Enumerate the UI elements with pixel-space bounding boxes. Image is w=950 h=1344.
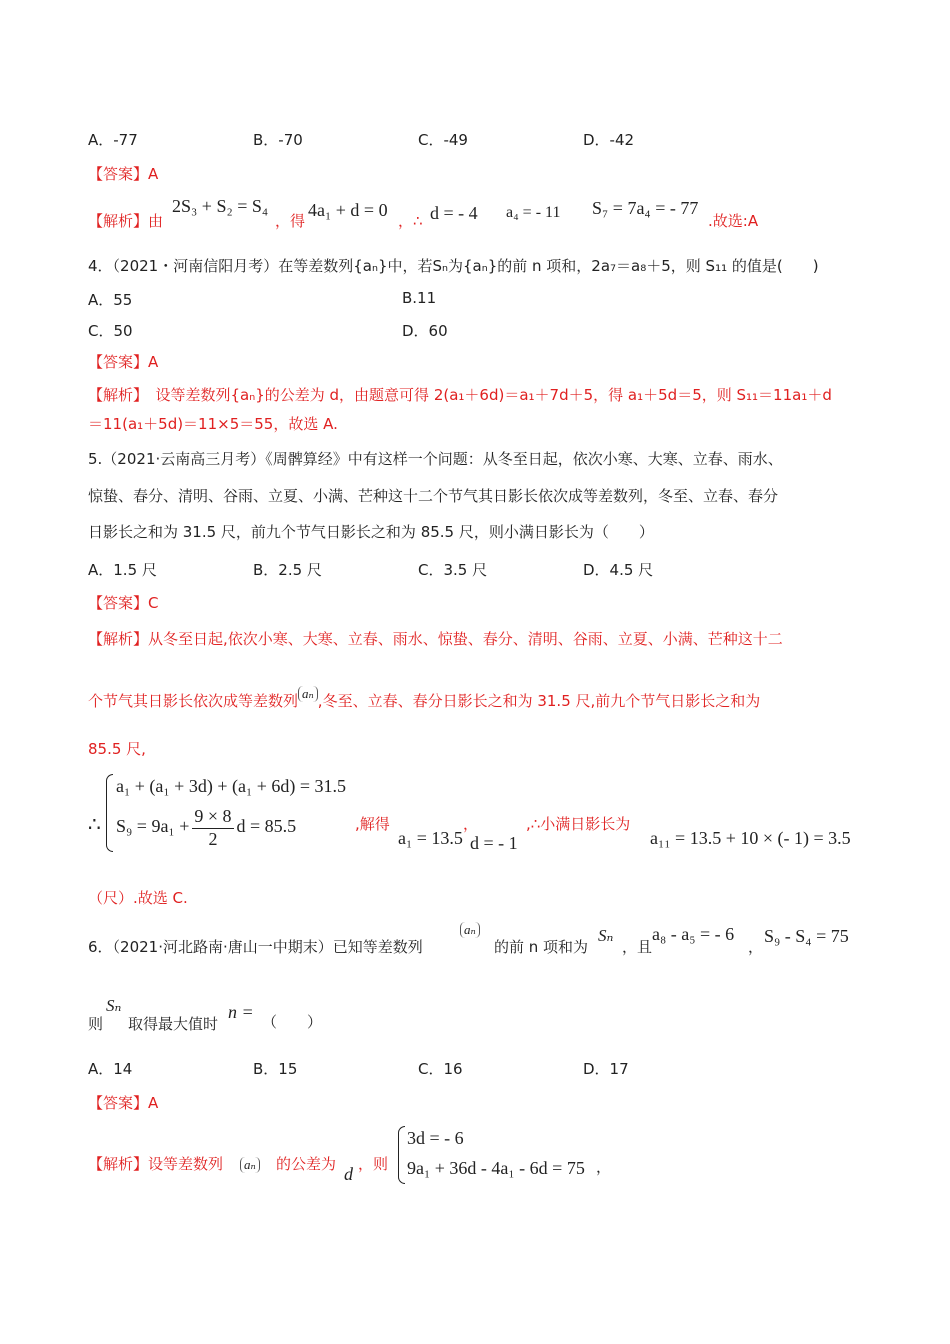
q6-condition1: a₈ - a₅ = - 6 — [652, 924, 735, 944]
sequence-set: aₙ — [240, 1157, 260, 1173]
q4-option-d: D．60 — [402, 322, 448, 340]
q3-option-a: A．-77 — [88, 131, 138, 149]
analysis-prefix: 由 — [148, 212, 164, 230]
q5-option-d: D．4.5 尺 — [583, 561, 654, 579]
q3-option-d: D．-42 — [583, 131, 635, 149]
q3-end: .故选:A — [708, 212, 759, 230]
comma: ， — [463, 815, 479, 833]
analysis-tag: 【解析】 — [88, 1155, 149, 1173]
fraction — [192, 806, 233, 850]
analysis-text: 个节气其日影长依次成等差数列 — [88, 692, 299, 710]
sequence-set: aₙ — [298, 686, 318, 702]
q3-eq3: d = - 4 — [430, 203, 478, 223]
answer-value: A — [148, 165, 159, 183]
therefore-symbol: ∴ — [88, 812, 101, 836]
q3-sep2: ，∴ — [398, 212, 423, 230]
q3-answer — [88, 165, 158, 183]
answer-value: C — [148, 594, 159, 612]
q6-d: d — [344, 1164, 353, 1184]
q4-option-a: A．55 — [88, 291, 133, 309]
q6-analysis — [88, 1155, 223, 1173]
q6-system-eq2: 9a₁ + 36d - 4a₁ - 6d = 75 — [407, 1158, 585, 1178]
q4-analysis-line1 — [88, 386, 832, 404]
q6-sn: Sₙ — [106, 996, 122, 1015]
q3-option-b: B．-70 — [253, 131, 303, 149]
q6-number: 6． — [88, 938, 113, 956]
q3-sep1: ，得 — [275, 212, 306, 230]
q5-result-a1: a₁ = 13.5 — [398, 828, 463, 848]
answer-value: A — [148, 1094, 159, 1112]
q6-condition2: S₉ - S₄ = 75 — [764, 926, 849, 946]
q5-solve-text: ,解得 — [355, 815, 390, 833]
analysis-text: 从冬至日起,依次小寒、大寒、立春、雨水、惊蛰、春分、清明、谷雨、立夏、小满、芒种这十二 — [148, 630, 783, 648]
q6-text: 已知等差数列 — [332, 938, 423, 956]
q3-analysis — [88, 212, 163, 230]
q6-line2-text: （ ） — [262, 1013, 323, 1031]
analysis-text: ，则 — [358, 1155, 389, 1173]
q6-option-d: D．17 — [583, 1060, 629, 1078]
sequence-set: aₙ — [460, 922, 480, 938]
answer-tag: 【答案】 — [88, 353, 149, 371]
q5-analysis-line2 — [88, 686, 761, 710]
q5-stem-line2: 惊蛰、春分、清明、谷雨、立夏、小满、芒种这十二个节气其日影长依次成等差数列，冬至、立春、春分 — [88, 487, 779, 505]
analysis-text: 的公差为 — [276, 1155, 337, 1173]
q4-number: 4． — [88, 257, 113, 275]
q6-option-c: C．16 — [418, 1060, 463, 1078]
answer-tag: 【答案】 — [88, 594, 149, 612]
q5-analysis-line3: 85.5 尺, — [88, 740, 146, 758]
q3-eq1: 2S₃ + S₂ = S₄ — [172, 196, 269, 216]
q4-text: 在等差数列{aₙ}中，若Sₙ为{aₙ}的前 n 项和，2a₇＝a₈＋5，则 S₁₁ 的值是( ) — [278, 257, 819, 275]
q5-analysis-end: （尺）.故选 C. — [88, 889, 188, 907]
q5-system-eq2 — [116, 806, 296, 850]
q5-result-d: d = - 1 — [470, 833, 518, 853]
analysis-text: 设等差数列 — [148, 1155, 224, 1173]
comma: ， — [748, 938, 764, 956]
q3-eq2: 4a₁ + d = 0 — [308, 200, 388, 220]
q6-answer — [88, 1094, 158, 1112]
q6-option-a: A．14 — [88, 1060, 133, 1078]
q4-source: （2021・河南信阳月考） — [112, 257, 279, 275]
q5-option-b: B．2.5 尺 — [253, 561, 322, 579]
q5-analysis-line1 — [88, 630, 783, 648]
q3-eq4: a₄ = - 11 — [506, 204, 561, 221]
q6-system-eq1: 3d = - 6 — [407, 1128, 464, 1148]
answer-tag: 【答案】 — [88, 165, 149, 183]
q6-line2-text: 则 — [88, 1015, 104, 1033]
q3-eq5: S₇ = 7a₄ = - 77 — [592, 198, 699, 218]
q5-stem-line3: 日影长之和为 31.5 尺，前九个节气日影长之和为 85.5 尺，则小满日影长为（ ） — [88, 523, 654, 541]
q6-option-b: B．15 — [253, 1060, 298, 1078]
eq-left: S₉ = 9a₁ + — [116, 816, 190, 837]
q5-answer — [88, 594, 159, 612]
fraction-numerator: 9 × 8 — [192, 806, 233, 829]
analysis-tag: 【解析】 — [88, 630, 149, 648]
fraction-denominator: 2 — [208, 828, 218, 849]
analysis-text: ,冬至、立春、春分日影长之和为 31.5 尺,前九个节气日影长之和为 — [317, 692, 761, 710]
system-brace — [398, 1126, 405, 1184]
q5-option-c: C．3.5 尺 — [418, 561, 488, 579]
comma: ， — [596, 1158, 612, 1176]
answer-tag: 【答案】 — [88, 1094, 149, 1112]
analysis-tag: 【解析】 — [88, 386, 141, 404]
q5-system-eq1: a₁ + (a₁ + 3d) + (a₁ + 6d) = 31.5 — [116, 776, 347, 796]
q6-text: ，且 — [622, 938, 653, 956]
q4-answer — [88, 353, 158, 371]
analysis-tag: 【解析】 — [88, 212, 149, 230]
q4-stem — [88, 257, 819, 275]
q5-result-text: ,∴小满日影长为 — [526, 815, 631, 833]
q6-text: 的前 n 项和为 — [494, 938, 589, 956]
system-brace — [106, 774, 113, 852]
q4-analysis-line2: ＝11(a₁＋5d)＝11×5＝55，故选 A. — [88, 415, 338, 433]
q5-result-a11: a₁₁ = 13.5 + 10 × (- 1) = 3.5 — [650, 828, 851, 848]
q6-sn: Sₙ — [598, 926, 614, 945]
analysis-text: 设等差数列{aₙ}的公差为 d，由题意可得 2(a₁＋6d)＝a₁＋7d＋5，得 a₁＋5d＝5，则 S₁₁＝11a₁＋d — [140, 386, 832, 404]
q6-line2-text: 取得最大值时 — [128, 1015, 219, 1033]
q6-stem-line1 — [88, 938, 423, 956]
q6-n: n = — [228, 1002, 254, 1022]
q3-option-c: C．-49 — [418, 131, 468, 149]
q5-stem-line1: 5.（2021·云南高三月考）《周髀算经》中有这样一个问题：从冬至日起，依次小寒、大寒、立春、雨水、 — [88, 450, 783, 468]
q6-source: （2021·河北路南·唐山一中期末） — [112, 938, 333, 956]
q4-option-c: C．50 — [88, 322, 133, 340]
q4-option-b: B.11 — [402, 289, 437, 307]
answer-value: A — [148, 353, 159, 371]
eq-right: d = 85.5 — [236, 816, 297, 837]
q5-option-a: A．1.5 尺 — [88, 561, 157, 579]
